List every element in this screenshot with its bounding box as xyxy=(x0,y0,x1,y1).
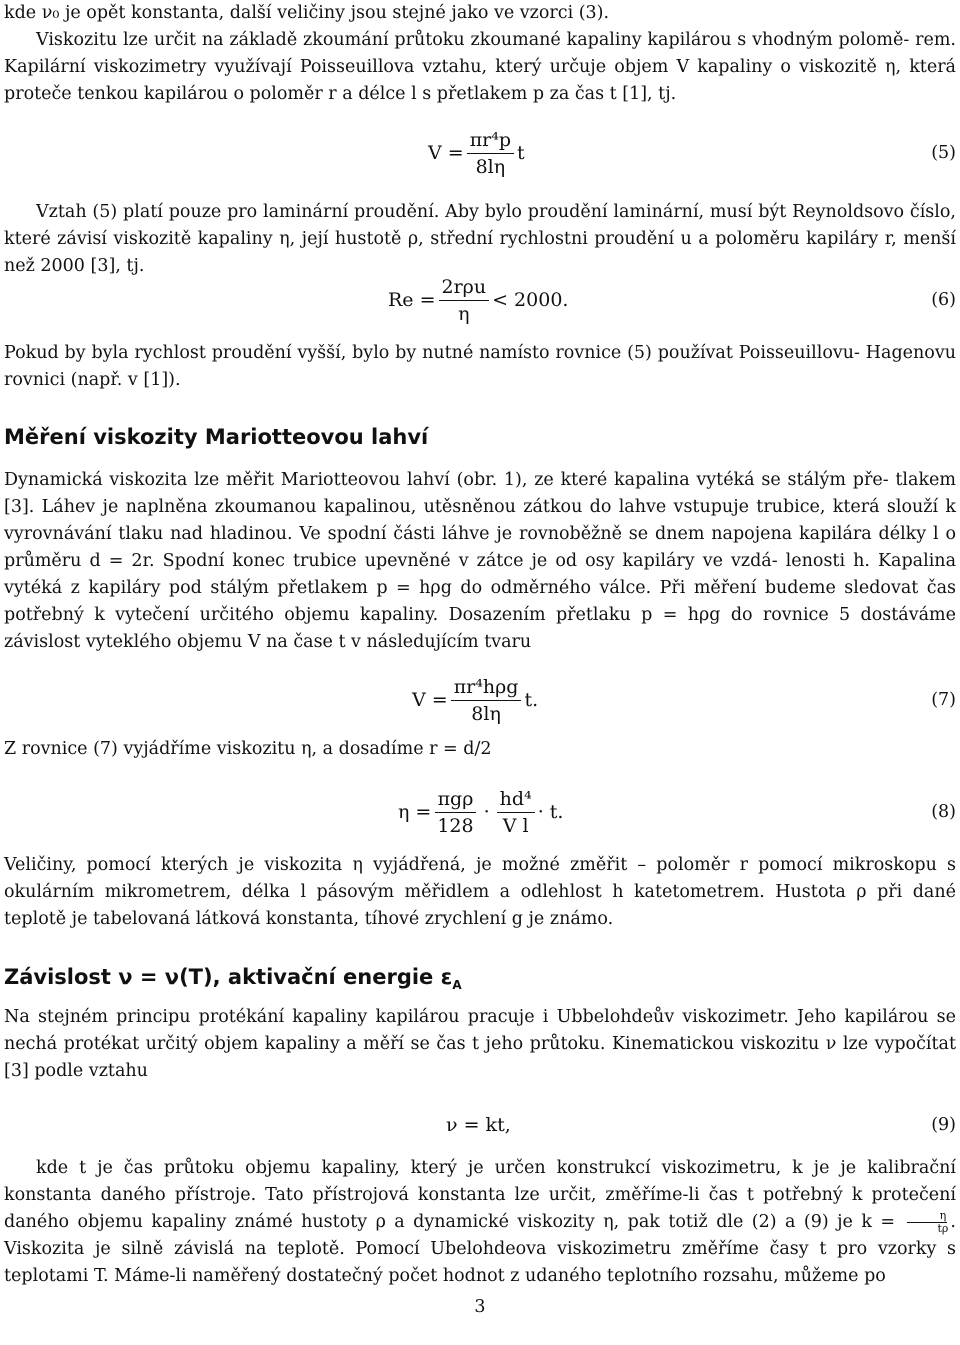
paragraph-calibration-constant xyxy=(4,1155,956,1290)
equation-8 xyxy=(0,782,960,842)
heading2-text: Závislost ν = ν(T), aktivační energie ε xyxy=(4,965,453,989)
eq7-lhs: V = xyxy=(412,689,448,711)
eq8-denominator-1: 128 xyxy=(437,814,474,837)
para9-frac-den: tρ xyxy=(937,1222,949,1235)
paragraph-express-viscosity: Z rovnice (7) vyjádříme viskozitu η, a dosadíme r = d/2 xyxy=(4,739,492,759)
eq5-lhs: V = xyxy=(428,142,464,164)
para9-frac-num: η xyxy=(907,1210,948,1223)
eq8-numerator-1: πgρ xyxy=(435,788,477,813)
para9-text: kde t je čas průtoku objemu kapaliny, který je určen konstrukcí viskozimetru, k je je kalibrační konstanta daného přístroje. Tato přístrojová konstanta lze určit, změříme-li čas t potřebný k protečení daného objemu kapaliny známé hustoty ρ a dynamické viskozity η, pak totiž dle (2) a (9) je k = xyxy=(4,1158,956,1232)
eq7-tail: t. xyxy=(524,689,539,711)
section-heading-temperature-dependence xyxy=(4,962,956,1000)
paragraph-capillary-viscometers: Viskozitu lze určit na základě zkoumání průtoku zkoumané kapaliny kapilárou s vhodným polomě- rem. Kapilární viskozimetry využívají Poisseuillova vztahu, který určuje objem V kapaliny o viskozitě η, která proteče tenkou kapilárou o poloměr r a délce l s přetlakem p za čas t [1], tj. xyxy=(4,30,956,104)
eq8-label: (8) xyxy=(931,802,956,822)
eq9-expression: ν = kt, xyxy=(446,1114,511,1136)
eq7-denominator: 8lη xyxy=(471,702,501,725)
section-heading-mariotte: Měření viskozity Mariotteovou lahví xyxy=(4,425,429,449)
paragraph-laminar-flow: Vztah (5) platí pouze pro laminární proudění. Aby bylo proudění laminární, musí být Reynoldsovo číslo, které závisí viskozitě kapaliny η, její hustotě ρ, střední rychlostni proudění u a poloměru kapiláry r, menší než 2000 [3], tj. xyxy=(4,202,956,276)
paragraph-quantities-measurement: Veličiny, pomocí kterých je viskozita η vyjádřená, je možné změřit – poloměr r pomocí mikroskopu s okulárním mikrometrem, délka l pásovým měřidlem a odlehlost h katetometrem. Hustota ρ při dané teplotě je tabelovaná látková konstanta, tíhové zrychlení g je známo. xyxy=(4,855,956,929)
paragraph-higher-velocity: Pokud by byla rychlost proudění vyšší, bylo by nutné namísto rovnice (5) používat Poisseuillovu- Hagenovu rovnici (např. v [1]). xyxy=(4,343,956,390)
eq9-label: (9) xyxy=(931,1115,956,1135)
eq5-numerator: πr⁴p xyxy=(467,129,514,154)
eq8-fraction-1 xyxy=(434,788,476,837)
page-number: 3 xyxy=(474,1297,486,1317)
eq7-fraction xyxy=(451,676,522,725)
equation-5 xyxy=(0,123,960,183)
eq8-denominator-2: V l xyxy=(502,814,529,837)
eq6-label: (6) xyxy=(931,290,956,310)
eq7-label: (7) xyxy=(931,690,956,710)
eq6-tail: < 2000. xyxy=(492,289,569,311)
heading2-subscript: A xyxy=(452,978,462,993)
paragraph-ubbelohde: Na stejném principu protékání kapaliny kapilárou pracuje i Ubbelohdeův viskozimetr. Jeho kapilárou se nechá protékat určitý objem kapaliny a měří se čas t jeho průtoku. Kinematickou viskozitu ν lze vypočítat [3] podle vztahu xyxy=(4,1007,956,1081)
para9-fraction xyxy=(906,1210,949,1235)
eq6-fraction xyxy=(439,276,490,325)
para9-end: . Viskozita je silně závislá na teplotě. Pomocí Ubelohdeova viskozimetru změříme časy t pro vzorky s teplotami T. Máme-li naměřený dostatečný počet hodnot z udaného teplotního rozsahu, můžeme po xyxy=(4,1212,956,1286)
eq8-tail: · t. xyxy=(537,801,564,823)
equation-7 xyxy=(0,670,960,730)
eq6-denominator: η xyxy=(458,302,470,325)
eq5-tail: t xyxy=(517,142,525,164)
paragraph-intro-line: kde ν₀ je opět konstanta, další veličiny jsou stejné jako ve vzorci (3). xyxy=(4,3,610,23)
eq6-numerator: 2rρu xyxy=(439,276,490,301)
eq7-numerator: πr⁴hρg xyxy=(451,676,522,701)
eq8-fraction-2 xyxy=(497,788,535,837)
eq6-lhs: Re = xyxy=(388,289,436,311)
eq8-numerator-2: hd⁴ xyxy=(497,788,535,813)
eq5-fraction xyxy=(467,129,514,178)
equation-6 xyxy=(0,270,960,330)
equation-9 xyxy=(0,1095,960,1155)
eq8-dot: · xyxy=(483,801,490,823)
paragraph-mariotte-bottle: Dynamická viskozita lze měřit Mariotteovou lahví (obr. 1), ze které kapalina vytéká se stálým pře- tlakem [3]. Láhev je naplněna zkoumanou kapalinou, utěsněnou zátkou do lahve vstupuje trubice, která slouží k vyrovnávání tlaku nad hladinou. Ve spodní části láhve je rovnoběžně se dnem napojena kapilára délky l o průměru d = 2r. Spodní konec trubice upevněné v zátce je od osy kapiláry ve vzdá- lenosti h. Kapalina vytéká z kapiláry pod stálým přetlakem p = hρg do odměrného válce. Při měření budeme sledovat čas potřebný k vytečení určitého objemu kapaliny. Dosazením přetlaku p = hρg do rovnice 5 dostáváme závislost vyteklého objemu V na čase t v následujícím tvaru xyxy=(4,470,956,652)
eq8-lhs: η = xyxy=(398,801,432,823)
eq5-denominator: 8lη xyxy=(475,155,506,178)
eq5-label: (5) xyxy=(931,143,956,163)
